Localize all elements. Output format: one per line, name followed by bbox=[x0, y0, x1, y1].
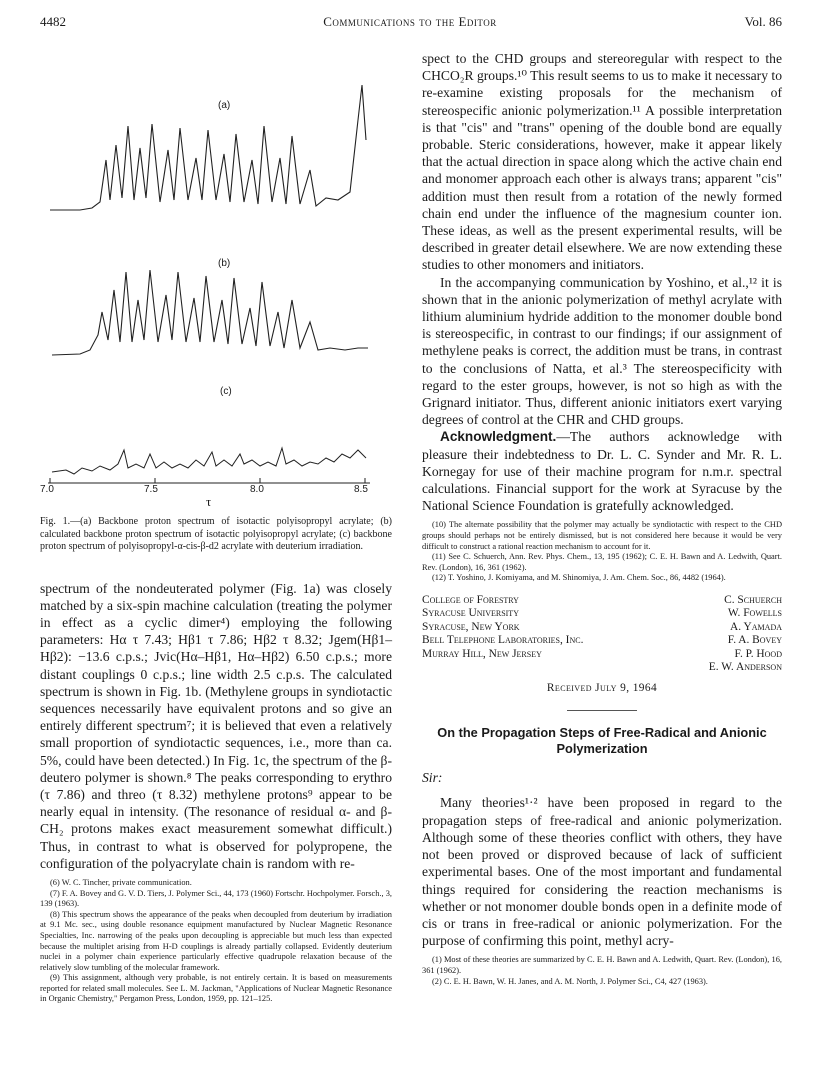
tick-label-7-5: 7.5 bbox=[144, 484, 158, 495]
right-body-text bbox=[422, 50, 782, 514]
panel-label-c: (c) bbox=[220, 386, 232, 397]
spectrum-c bbox=[52, 448, 366, 474]
author: F. A. Bovey bbox=[727, 634, 782, 647]
left-body-text bbox=[40, 580, 392, 872]
author: A. Yamada bbox=[730, 620, 782, 633]
affiliation-block bbox=[422, 594, 782, 674]
left-body-paragraph: spectrum of the nondeuterated polymer (Fig. 1a) was closely matched by a six-spin machine calculation (treating the polymer in effect as a cyclic dimer⁴) employing the following parameters: Hα τ 7.43; Hβ1 τ 7.86; Hβ2 τ 8.32; Jgem(Hβ1–Hβ2): −13.6 c.p.s.; Jvic(Hα–Hβ1, Hα–Hβ2) 6.50 c.p.s.; more distant couplings 0 c.p.s.; line width 2.5 c.p.s. The calculated spectrum is shown in Fig. 1b. (Methylene groups in syndiotactic sequences necessarily have equivalent protons and so give an entirely different spectrum⁷; it is believed that even a relatively small proportion of syndiotactic sequences, i.e., more than ca. 5%, could have been detected.) In Fig. 1c, the spectrum of the β-deutero polymer is shown.⁸ The peaks corresponding to erythro (τ 7.86) and threo (τ 8.32) methylene protons⁹ appear to be nearly equal in intensity. (The resonance of residual α- and β-CH₂ protons makes exact measurement somewhat difficult.) Thus, in contrast to what is observed for polypropene, the configuration of the polyacrylate chain is random with re- bbox=[40, 580, 392, 871]
tick-label-8-0: 8.0 bbox=[250, 484, 264, 495]
affiliation-row bbox=[422, 594, 782, 607]
right-column bbox=[422, 50, 782, 987]
nmr-spectra-plot bbox=[40, 50, 392, 484]
acknowledgment-paragraph bbox=[422, 428, 782, 514]
left-column bbox=[40, 50, 392, 1005]
article-title: On the Propagation Steps of Free-Radical and Anionic Polymerization bbox=[437, 725, 767, 756]
right-footnotes bbox=[422, 520, 782, 584]
institution: Bell Telephone Laboratories, Inc. bbox=[422, 634, 584, 647]
figure-caption: Fig. 1.—(a) Backbone proton spectrum of isotactic polyisopropyl acrylate; (b) calculated backbone proton spectrum of isotactic polyisopropyl acrylate; (c) backbone proton spectrum of polyisopropyl-α-cis-β-d2 acrylate with deuterium irradiation. bbox=[40, 516, 392, 552]
institution: College of Forestry bbox=[422, 594, 519, 607]
author: W. Fowells bbox=[727, 607, 782, 620]
affiliation-row bbox=[422, 607, 782, 620]
tick-label-8-5: 8.5 bbox=[354, 484, 368, 495]
article2-footnotes bbox=[422, 955, 782, 987]
acknowledgment-label: Acknowledgment. bbox=[440, 429, 557, 445]
author: E. W. Anderson bbox=[708, 661, 782, 674]
spectrum-b bbox=[52, 270, 368, 355]
page-header bbox=[0, 0, 820, 40]
author: C. Schuerch bbox=[724, 594, 782, 607]
panel-label-b: (b) bbox=[218, 258, 231, 269]
article2-paragraph: Many theories¹·² have been proposed in regard to the propagation steps of free-radical and anionic polymerization. Although some of these theories conflict with others, they have not been proved or disproved because of lack of sufficient experimental bases. One of the most important and fundamental things required for considering the reaction mechanisms is whether or not monomer double bonds open in a definite mode of cis or trans in free-radical or anionic polymerization. For the purpose of confirming this point, methyl acry- bbox=[422, 795, 782, 949]
footnote-1: (1) Most of these theories are summarized by C. E. H. Bawn and A. Ledwith, Quart. Rev. (London), 16, 361 (1962). bbox=[422, 955, 782, 975]
footnote-9: (9) This assignment, although very probable, is not entirely certain. It is based on measurements reported for related small molecules. See L. M. Jackman, "Applications of Nuclear Magnetic Resonance in Organic Chemistry," Pergamon Press, London, 1959, pp. 121–125. bbox=[40, 973, 392, 1004]
axis-label-tau: τ bbox=[206, 494, 212, 509]
acknowledgment-text: —The authors acknowledge with pleasure their indebtedness to Dr. L. C. Synder and Mr. R. L. Kornegay for use of their machine program for n.m.r. spectral calculations. Financial support for the work at Syracuse by the National Science Foundation is gratefully acknowledged. bbox=[422, 429, 782, 514]
affiliation-row bbox=[422, 634, 782, 647]
axis-labels bbox=[40, 484, 392, 510]
left-footnotes bbox=[40, 878, 392, 1005]
received-date: Received July 9, 1964 bbox=[546, 682, 658, 695]
footnote-6: (6) W. C. Tincher, private communication. bbox=[50, 877, 192, 887]
running-title: Communications to the Editor bbox=[323, 14, 497, 29]
footnote-7: (7) F. A. Bovey and G. V. D. Tiers, J. Polymer Sci., 44, 173 (1960) Fortschr. Hochpolymer. Forsch., 3, 139 (1963). bbox=[40, 888, 392, 909]
affiliation-row bbox=[422, 648, 782, 661]
section-divider bbox=[567, 710, 637, 711]
footnote-12: (12) T. Yoshino, J. Komiyama, and M. Shinomiya, J. Am. Chem. Soc., 86, 4482 (1964). bbox=[432, 573, 726, 583]
footnote-2: (2) C. E. H. Bawn, W. H. Janes, and A. M. North, J. Polymer Sci., C4, 427 (1963). bbox=[432, 976, 708, 986]
tick-label-7-0: 7.0 bbox=[40, 484, 54, 495]
volume-number: Vol. 86 bbox=[744, 14, 782, 29]
article2-body bbox=[422, 794, 782, 949]
institution: Syracuse, New York bbox=[422, 620, 520, 633]
footnote-10: (10) The alternate possibility that the polymer may actually be syndiotactic with respect to the CHD groups should perhaps not be entirely dismissed, but is not considered here because it would be very difficult to construct a rational reaction mechanism to account for it. bbox=[422, 520, 782, 551]
spectrum-a bbox=[50, 85, 366, 210]
institution: Murray Hill, New Jersey bbox=[422, 647, 542, 660]
panel-label-a: (a) bbox=[218, 100, 231, 111]
author: F. P. Hood bbox=[734, 647, 782, 660]
footnote-8: (8) This spectrum shows the appearance of the peaks when decoupled from deuterium by irradiation at 9.1 Mc. sec., using double resonance equipment manufactured by Nuclear Magnetic Resonance Specialties, Inc. narrowing of the peaks upon decoupling is appreciable but much less than expected because the multiplet arising from H-D couplings is already partially collapsed. Evidently deuterium nuclei in a polymer chain experience particularly effective quadrupole relaxation because of the relatively slow tumbling of the molecular framework. bbox=[40, 909, 392, 972]
right-paragraph-1: spect to the CHD groups and stereoregular with respect to the CHCO₂R groups.¹⁰ This result seems to us to make it necessary to re-examine existing proposals for the mechanism of stereospecific anionic polymerization.¹¹ A possible interpretation is that "cis" and "trans" opening of the double bond are equally probable. Steric considerations, however, make it appear likely that the actual direction in space along which the active chain end and monomer approach each other is always trans; apparent "cis" addition must then result from a rotation of the newly formed chain end under the influence of the magnesium counter ion. These ideas, as well as the present experimental results, will be described in greater detail elsewhere. We are now extending these studies to other monomers and initiators. bbox=[422, 51, 782, 273]
footnote-11: (11) See C. Schuerch, Ann. Rev. Phys. Chem., 13, 195 (1962); C. E. H. Bawn and A. Ledwith, Quart. Rev. (London), 16, 361 (1962). bbox=[422, 552, 782, 572]
nmr-figure bbox=[40, 50, 392, 484]
institution: Syracuse University bbox=[422, 607, 519, 620]
affiliation-row bbox=[422, 661, 782, 674]
right-paragraph-2: In the accompanying communication by Yoshino, et al.,¹² it is shown that in the anionic polymerization of methyl acrylate with lithium aluminium hydride addition to the monomer double bond is stereospecific, in contrast to our findings; if our assignment of methylene peaks is correct, the addition must be trans, in contrast to the conclusions of Natta, et al.³ The stereospecificity with regard to the ester groups, however, is not so high as with the Grignard initiator. Thus, different anionic initiators exert varying degrees of control at the CHR and CHD groups. bbox=[422, 274, 782, 428]
page-number: 4482 bbox=[40, 14, 66, 29]
salutation: Sir: bbox=[422, 770, 443, 786]
affiliation-row bbox=[422, 621, 782, 634]
